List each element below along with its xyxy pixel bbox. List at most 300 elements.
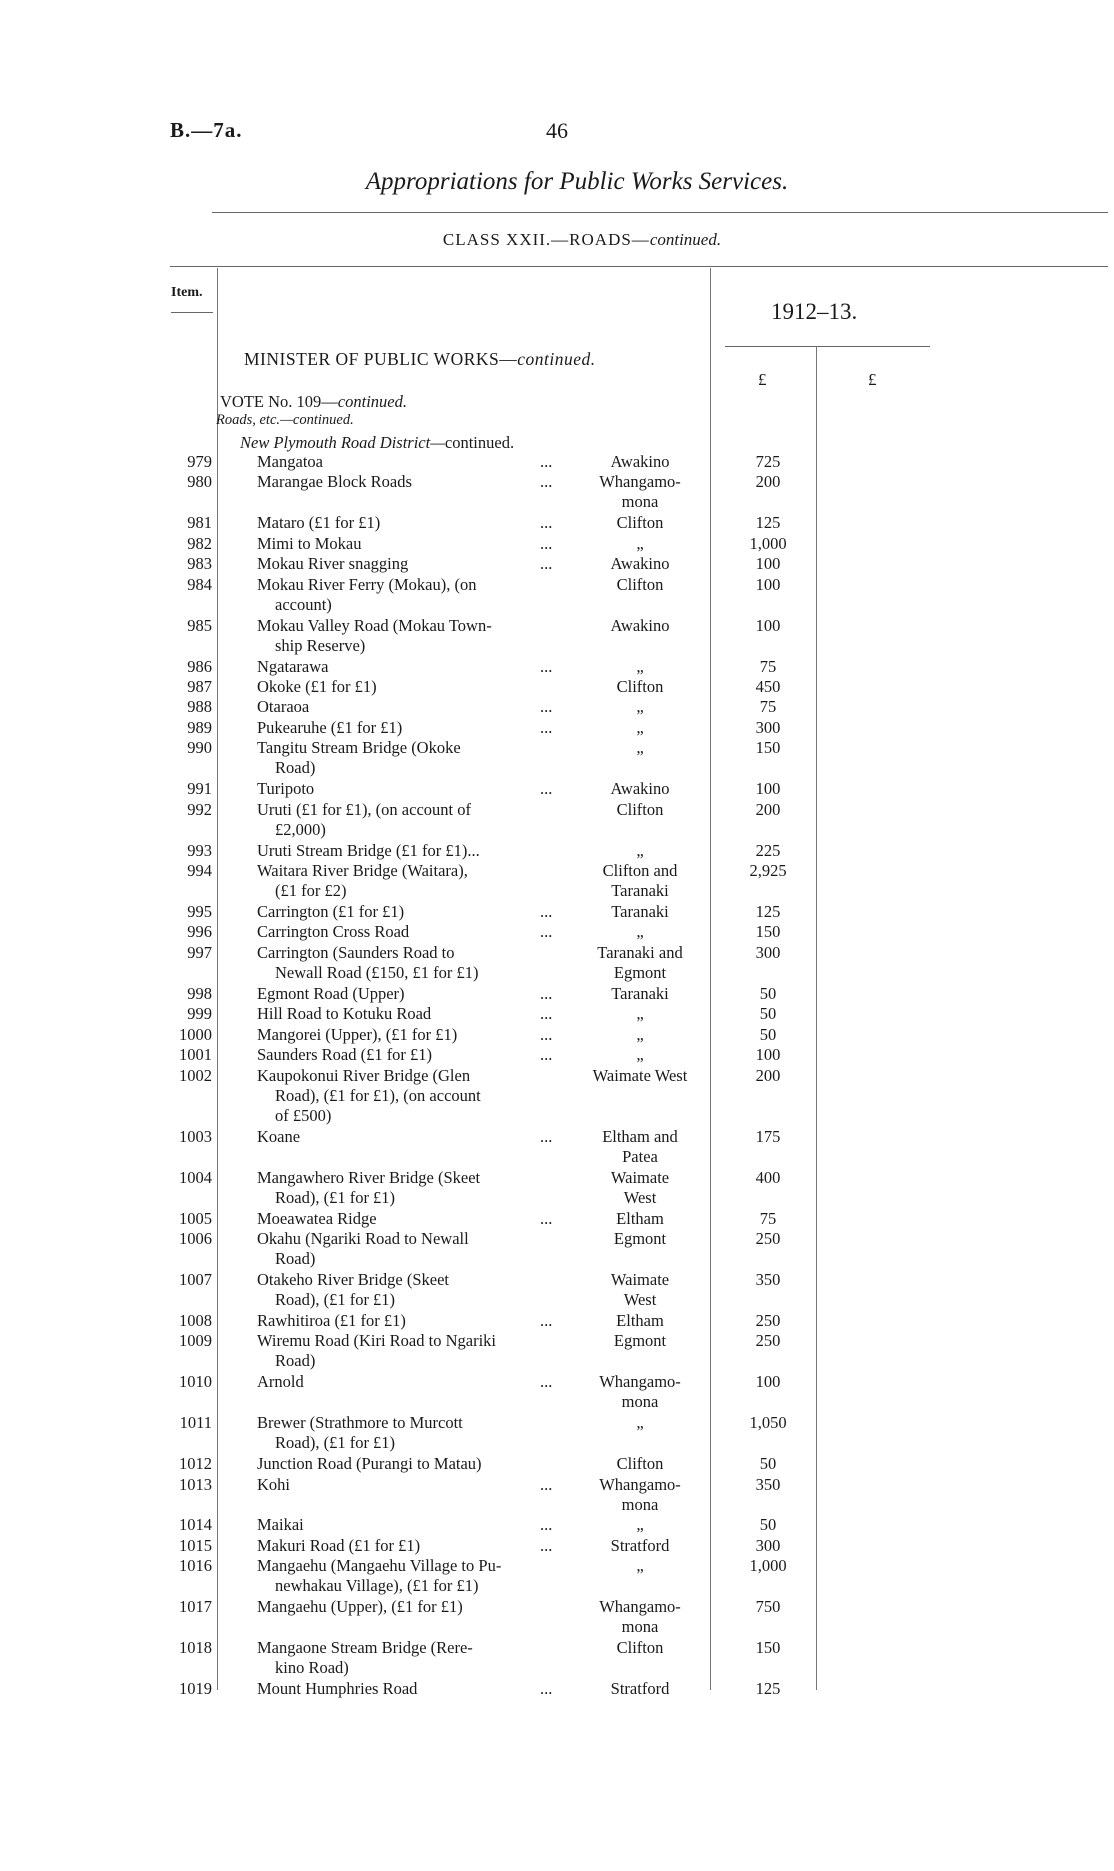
district-line: Clifton [616,1454,664,1473]
description-line: Kaupokonui River Bridge (Glen [257,1066,471,1085]
item-number: 1007 [179,1270,212,1289]
item-description [257,575,567,615]
description-line: kino Road) [275,1658,349,1677]
item-number: 992 [187,800,212,819]
item-number: 990 [187,738,212,757]
item-description [257,1127,567,1147]
amount: 200 [755,1066,781,1085]
district-line: Clifton [616,575,664,594]
minister-heading [244,349,596,370]
item-number: 996 [187,922,212,941]
description-line: Makuri Road (£1 for £1) [257,1536,421,1555]
road-district [580,1597,700,1637]
district-line: „ [636,1413,644,1432]
item-number: 1012 [179,1454,212,1473]
amount: 100 [755,779,781,798]
description-line: Turipoto [257,779,315,798]
leader-dots: ... [540,779,553,798]
amount: 300 [755,718,781,737]
amount: 200 [755,800,781,819]
road-district [580,1413,700,1433]
page-number: 46 [546,118,568,143]
description-line: Carrington (Saunders Road to [257,943,455,962]
description-line: Uruti Stream Bridge (£1 for £1)... [257,841,480,860]
item-number: 1004 [179,1168,212,1187]
description-line: Okoke (£1 for £1) [257,677,377,696]
description-line: Ngatarawa [257,657,329,676]
description-line: Arnold [257,1372,304,1391]
item-description [257,984,567,1004]
description-line: Maikai [257,1515,304,1534]
description-line: Road), (£1 for £1) [275,1290,396,1309]
amount: 450 [755,677,781,696]
district-heading-continued: continued. [444,433,515,452]
leader-dots: ... [540,1679,553,1698]
item-description [257,1209,567,1229]
description-line: Mangaone Stream Bridge (Rere- [257,1638,473,1657]
item-description [257,1638,567,1678]
road-district [580,943,700,983]
item-number: 1010 [179,1372,212,1391]
leader-dots: ... [540,697,553,716]
district-line: Egmont [613,1331,667,1350]
item-description [257,943,567,983]
road-district [580,1168,700,1208]
leader-dots: ... [540,1025,553,1044]
amount: 350 [755,1270,781,1289]
description-line: Koane [257,1127,301,1146]
district-line: „ [636,922,644,941]
item-description [257,616,567,656]
amount: 1,050 [749,1413,787,1432]
description-line: Marangae Block Roads [257,472,412,491]
leader-dots: ... [540,1536,553,1555]
district-line: West [623,1188,657,1207]
description-line: Road), (£1 for £1) [275,1188,396,1207]
description-line: Mangatoa [257,452,323,471]
item-number: 984 [187,575,212,594]
rule-top [212,212,1108,213]
item-number: 1016 [179,1556,212,1575]
rule-header [170,266,1108,267]
pound-symbol-column-2: £ [868,370,877,389]
item-number: 1005 [179,1209,212,1228]
district-line: „ [636,1045,644,1064]
document-reference: B.—7a. [170,118,243,142]
amount: 75 [759,1209,777,1228]
amount: 100 [755,1372,781,1391]
item-description [257,1025,567,1045]
district-line: „ [636,1515,644,1534]
description-line: Saunders Road (£1 for £1) [257,1045,433,1064]
item-number: 1001 [179,1045,212,1064]
amount: 250 [755,1229,781,1248]
district-line: Clifton [616,513,664,532]
item-description [257,554,567,574]
item-description [257,1515,567,1535]
leader-dots: ... [540,1209,553,1228]
district-line: mona [621,492,659,511]
amount: 50 [759,1454,777,1473]
road-district [580,575,700,595]
item-description [257,1597,567,1617]
road-district [580,984,700,1004]
item-description [257,1536,567,1556]
district-line: Whangamo- [599,472,681,491]
leader-dots: ... [540,1045,553,1064]
road-district [580,1127,700,1167]
item-number: 987 [187,677,212,696]
item-number: 982 [187,534,212,553]
amount: 150 [755,922,781,941]
item-number: 1013 [179,1475,212,1494]
district-line: Eltham [616,1209,664,1228]
description-line: Mimi to Mokau [257,534,362,553]
amount: 725 [755,452,781,471]
item-description [257,1004,567,1024]
road-district [580,1372,700,1412]
description-line: Mangawhero River Bridge (Skeet [257,1168,481,1187]
vote-heading [220,392,407,412]
class-heading-continued: continued. [649,230,722,249]
amount: 100 [755,616,781,635]
road-district [580,1331,700,1351]
item-description [257,697,567,717]
district-line: Whangamo- [599,1372,681,1391]
vote-heading-continued: continued. [337,392,407,411]
item-number: 1000 [179,1025,212,1044]
leader-dots: ... [540,902,553,921]
district-line: Egmont [613,963,667,982]
amount: 100 [755,575,781,594]
item-number: 991 [187,779,212,798]
description-line: Road) [275,1351,316,1370]
item-number: 979 [187,452,212,471]
amount: 150 [755,738,781,757]
district-line: „ [636,657,644,676]
description-line: Carrington Cross Road [257,922,410,941]
road-district [580,534,700,554]
district-line: „ [636,1004,644,1023]
item-number: 1003 [179,1127,212,1146]
road-district [580,1556,700,1576]
amount: 1,000 [749,1556,787,1575]
description-line: Uruti (£1 for £1), (on account of [257,800,471,819]
description-line: Carrington (£1 for £1) [257,902,405,921]
item-description [257,841,567,861]
description-line: Waitara River Bridge (Waitara), [257,861,468,880]
item-number: 986 [187,657,212,676]
description-line: Mangaehu (Upper), (£1 for £1) [257,1597,463,1616]
amount: 100 [755,1045,781,1064]
item-description [257,1270,567,1310]
leader-dots: ... [540,1475,553,1494]
description-line: Mokau River snagging [257,554,409,573]
amount: 175 [755,1127,781,1146]
road-district [580,1638,700,1658]
leader-dots: ... [540,472,553,491]
item-number: 997 [187,943,212,962]
district-line: West [623,1290,657,1309]
road-district [580,1004,700,1024]
amount: 1,000 [749,534,787,553]
item-description [257,861,567,901]
district-line: Awakino [610,452,670,471]
road-district [580,779,700,799]
district-heading [240,433,514,453]
item-number: 1017 [179,1597,212,1616]
amount-column-rule [816,346,817,1690]
amount: 250 [755,1331,781,1350]
district-line: „ [636,1556,644,1575]
district-line: Stratford [610,1536,670,1555]
item-description [257,779,567,799]
description-line: Egmont Road (Upper) [257,984,405,1003]
district-line: mona [621,1392,659,1411]
road-district [580,1209,700,1229]
item-number: 998 [187,984,212,1003]
road-district [580,861,700,901]
district-line: Egmont [613,1229,667,1248]
description-line: Rawhitiroa (£1 for £1) [257,1311,406,1330]
leader-dots: ... [540,1515,553,1534]
road-district [580,1679,700,1699]
item-column-rule [217,268,218,1690]
amount: 125 [755,902,781,921]
leader-dots: ... [540,984,553,1003]
amount: 50 [759,984,777,1003]
class-heading [0,230,1114,250]
leader-dots: ... [540,513,553,532]
item-number: 1015 [179,1536,212,1555]
district-line: Whangamo- [599,1597,681,1616]
district-line: Awakino [610,779,670,798]
description-line: Mangaehu (Mangaehu Village to Pu- [257,1556,502,1575]
item-number: 1002 [179,1066,212,1085]
district-line: Taranaki [611,881,669,900]
item-description [257,1475,567,1495]
item-column-header: Item. [171,285,203,300]
item-description [257,452,567,472]
amount: 150 [755,1638,781,1657]
district-heading-text: New Plymouth Road District— [240,433,445,452]
district-line: „ [636,1025,644,1044]
amount: 50 [759,1515,777,1534]
year-header: 1912–13. [771,299,858,324]
item-description [257,902,567,922]
road-district [580,1270,700,1310]
amount: 225 [755,841,781,860]
district-line: Clifton [616,677,664,696]
district-line: Clifton and [602,861,678,880]
district-line: Taranaki [611,984,669,1003]
district-line: Taranaki [611,902,669,921]
item-number: 994 [187,861,212,880]
road-district [580,1475,700,1515]
district-line: Awakino [610,616,670,635]
road-district [580,738,700,758]
amount: 350 [755,1475,781,1494]
item-description [257,1045,567,1065]
description-line: Mangorei (Upper), (£1 for £1) [257,1025,458,1044]
minister-heading-text: MINISTER OF PUBLIC WORKS— [244,349,518,369]
description-line: Road) [275,1249,316,1268]
road-district [580,657,700,677]
year-rule [725,346,930,347]
amount: 300 [755,1536,781,1555]
item-description [257,1229,567,1269]
district-line: Patea [622,1147,658,1166]
item-number: 980 [187,472,212,491]
road-district [580,452,700,472]
item-number: 995 [187,902,212,921]
item-number: 993 [187,841,212,860]
road-district [580,1066,700,1086]
leader-dots: ... [540,718,553,737]
description-line: Mount Humphries Road [257,1679,418,1698]
item-number: 1006 [179,1229,212,1248]
description-line: £2,000) [275,820,326,839]
item-number: 989 [187,718,212,737]
item-number: 1019 [179,1679,212,1698]
item-description [257,534,567,554]
description-line: Kohi [257,1475,290,1494]
road-district [580,554,700,574]
item-description [257,718,567,738]
item-number: 1009 [179,1331,212,1350]
item-description [257,1413,567,1453]
district-line: Clifton [616,800,664,819]
amount: 125 [755,513,781,532]
description-line: Otakeho River Bridge (Skeet [257,1270,449,1289]
road-district [580,922,700,942]
road-district [580,677,700,697]
item-description [257,738,567,778]
road-district [580,1536,700,1556]
item-description [257,1331,567,1371]
item-description [257,1066,567,1126]
page-title: Appropriations for Public Works Services. [365,168,789,195]
item-number: 983 [187,554,212,573]
road-district [580,513,700,533]
district-line: mona [621,1495,659,1514]
leader-dots: ... [540,922,553,941]
district-line: Clifton [616,1638,664,1657]
road-district [580,472,700,512]
roads-subheading: Roads, etc.—continued. [216,412,354,428]
description-line: Pukearuhe (£1 for £1) [257,718,403,737]
description-line: Newall Road (£150, £1 for £1) [275,963,479,982]
amount: 75 [759,697,777,716]
district-line: Eltham and [602,1127,678,1146]
district-line: „ [636,718,644,737]
item-number: 988 [187,697,212,716]
item-description [257,657,567,677]
road-district [580,902,700,922]
road-district [580,697,700,717]
district-line: Whangamo- [599,1475,681,1494]
item-description [257,1679,567,1699]
description-line: Hill Road to Kotuku Road [257,1004,432,1023]
description-line: ship Reserve) [275,636,366,655]
minister-heading-continued: continued. [517,349,596,369]
description-line: Okahu (Ngariki Road to Newall [257,1229,469,1248]
district-line: Waimate [610,1270,670,1289]
description-line: Brewer (Strathmore to Murcott [257,1413,463,1432]
road-district [580,1454,700,1474]
description-line: Moeawatea Ridge [257,1209,377,1228]
item-description [257,1556,567,1596]
item-description [257,800,567,840]
district-line: Taranaki and [597,943,683,962]
district-line: „ [636,534,644,553]
description-line: newhakau Village), (£1 for £1) [275,1576,479,1595]
leader-dots: ... [540,657,553,676]
item-number: 1008 [179,1311,212,1330]
item-description [257,677,567,697]
item-number: 1014 [179,1515,212,1534]
district-line: „ [636,841,644,860]
item-description [257,1372,567,1392]
item-number: 1011 [179,1413,212,1432]
leader-dots: ... [540,1311,553,1330]
item-number: 981 [187,513,212,532]
description-line: Road), (£1 for £1), (on account [275,1086,481,1105]
road-district [580,1229,700,1249]
district-line: „ [636,738,644,757]
leader-dots: ... [540,1372,553,1391]
road-district [580,800,700,820]
description-line: Mokau Valley Road (Mokau Town- [257,616,492,635]
district-line: Stratford [610,1679,670,1698]
road-district [580,718,700,738]
road-district [580,616,700,636]
item-description [257,472,567,492]
amount: 50 [759,1025,777,1044]
description-line: Mataro (£1 for £1) [257,513,381,532]
district-line: Eltham [616,1311,664,1330]
road-district [580,841,700,861]
amount: 75 [759,657,777,676]
leader-dots: ... [540,452,553,471]
description-line: Wiremu Road (Kiri Road to Ngariki [257,1331,496,1350]
amount: 300 [755,943,781,962]
amount: 200 [755,472,781,491]
item-number: 985 [187,616,212,635]
amount: 250 [755,1311,781,1330]
description-line: Otaraoa [257,697,310,716]
district-line: Awakino [610,554,670,573]
road-district [580,1025,700,1045]
amount: 125 [755,1679,781,1698]
item-number: 1018 [179,1638,212,1657]
pound-symbol-column-1: £ [758,370,767,389]
leader-dots: ... [540,1004,553,1023]
district-column-rule [710,268,711,1690]
description-line: Tangitu Stream Bridge (Okoke [257,738,461,757]
item-description [257,1311,567,1331]
district-line: Waimate [610,1168,670,1187]
amount: 50 [759,1004,777,1023]
item-description [257,1454,567,1474]
description-line: of £500) [275,1106,332,1125]
class-heading-text: CLASS XXII.—ROADS— [442,230,650,249]
description-line: Road), (£1 for £1) [275,1433,396,1452]
description-line: (£1 for £2) [275,881,347,900]
description-line: account) [275,595,332,614]
item-description [257,1168,567,1208]
item-header-rule [171,312,213,313]
